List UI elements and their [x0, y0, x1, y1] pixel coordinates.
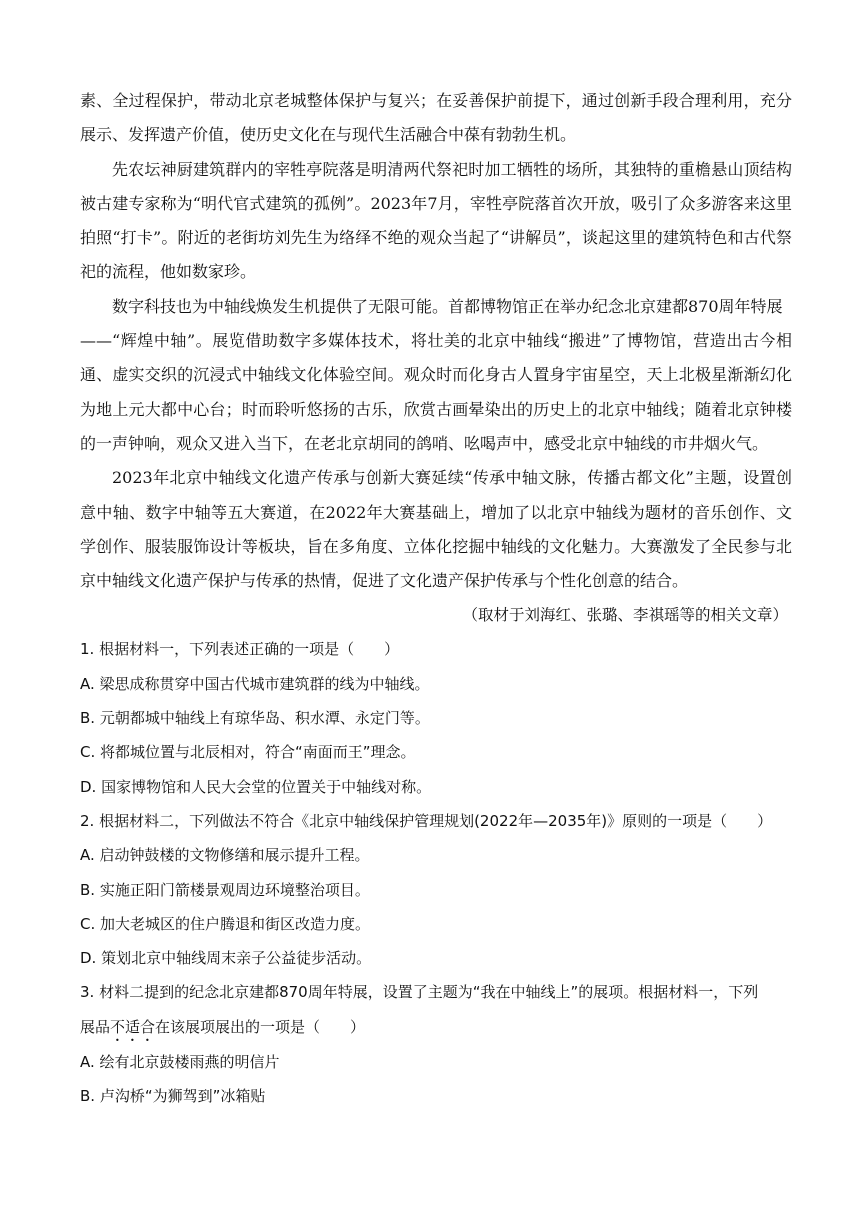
material-paragraph-4: 2023年北京中轴线文化遗产传承与创新大赛延续“传承中轴文脉，传播古都文化”主题，设置创意中轴、数字中轴等五大赛道，在2022年大赛基础上，增加了以北京中轴线为题材的音乐创作、文学创作、服装服饰设计等板块，旨在多角度、立体化挖掘中轴线的文化魅力。大赛激发了全民参与北京中轴线文化遗产保护与传承的热情，促进了文化遗产保护传承与个性化创意的结合。	[80, 468, 792, 591]
question-2-stem: 2. 根据材料二，下列做法不符合《北京中轴线保护管理规划(2022年—2035年)》原则的一项是（ ）	[80, 811, 773, 830]
question-1-stem: 1. 根据材料一，下列表述正确的一项是（ ）	[80, 640, 400, 659]
question-1-option-a: A. 梁思成称贯穿中国古代城市建筑群的线为中轴线。	[80, 674, 430, 693]
question-2-option-a: A. 启动钟鼓楼的文物修缮和展示提升工程。	[80, 846, 370, 865]
question-3-option-b: B. 卢沟桥“为狮驾到”冰箱贴	[80, 1087, 266, 1106]
material-paragraph-3-line-1: 数字科技也为中轴线焕发生机提供了无限可能。首都博物馆正在举办纪念北京建都870周年特展	[112, 296, 783, 316]
question-2-option-d: D. 策划北京中轴线周末亲子公益徒步活动。	[80, 949, 372, 968]
question-2-option-c: C. 加大老城区的住户腾退和街区改造力度。	[80, 914, 371, 933]
question-3-stem-line-2	[80, 1010, 792, 1045]
material-paragraph-2: 先农坛神厨建筑群内的宰牲亭院落是明清两代祭祀时加工牺牲的场所，其独特的重檐悬山顶结构被古建专家称为“明代官式建筑的孤例”。2023年7月，宰牲亭院落首次开放，吸引了众多游客来这里拍照“打卡”。附近的老街坊刘先生为络绎不绝的观众当起了“讲解员”，谈起这里的建筑特色和古代祭祀的流程，他如数家珍。	[80, 159, 792, 282]
question-2-option-b: B. 实施正阳门箭楼景观周边环境整治项目。	[80, 880, 370, 899]
material-paragraph-1: 素、全过程保护，带动北京老城整体保护与复兴；在妥善保护前提下，通过创新手段合理利用，充分展示、发挥遗产价值，使历史文化在与现代生活融合中葆有勃勃生机。	[80, 91, 792, 145]
question-3-option-a: A. 绘有北京鼓楼雨燕的明信片	[80, 1052, 280, 1071]
document-page	[80, 84, 792, 1113]
question-3-emphasis: 不适合	[110, 1017, 156, 1036]
question-3-stem-line-1: 3. 材料二提到的纪念北京建都870周年特展，设置了主题为“我在中轴线上”的展项。根据材料一，下列	[80, 983, 759, 1002]
question-3-stem-post: 在该展项展出的一项是（ ）	[155, 1017, 366, 1036]
question-3-stem-pre: 展品	[80, 1017, 111, 1036]
material-paragraph-3: ——“辉煌中轴”。展览借助数字多媒体技术，将壮美的北京中轴线“搬进”了博物馆，营造出古今相通、虚实交织的沉浸式中轴线文化体验空间。观众时而化身古人置身宇宙星空，天上北极星渐渐幻化为地上元大都中心台；时而聆听悠扬的古乐，欣赏古画晕染出的历史上的北京中轴线；随着北京钟楼的一声钟响，观众又进入当下，在老北京胡同的鸽哨、吆喝声中，感受北京中轴线的市井烟火气。	[80, 331, 792, 453]
question-1-option-d: D. 国家博物馆和人民大会堂的位置关于中轴线对称。	[80, 777, 432, 796]
question-1-option-c: C. 将都城位置与北辰相对，符合“南面而王”理念。	[80, 743, 416, 762]
question-1-option-b: B. 元朝都城中轴线上有琼华岛、积水潭、永定门等。	[80, 709, 430, 728]
source-citation: （取材于刘海红、张璐、李祺瑶等的相关文章）	[462, 606, 788, 625]
